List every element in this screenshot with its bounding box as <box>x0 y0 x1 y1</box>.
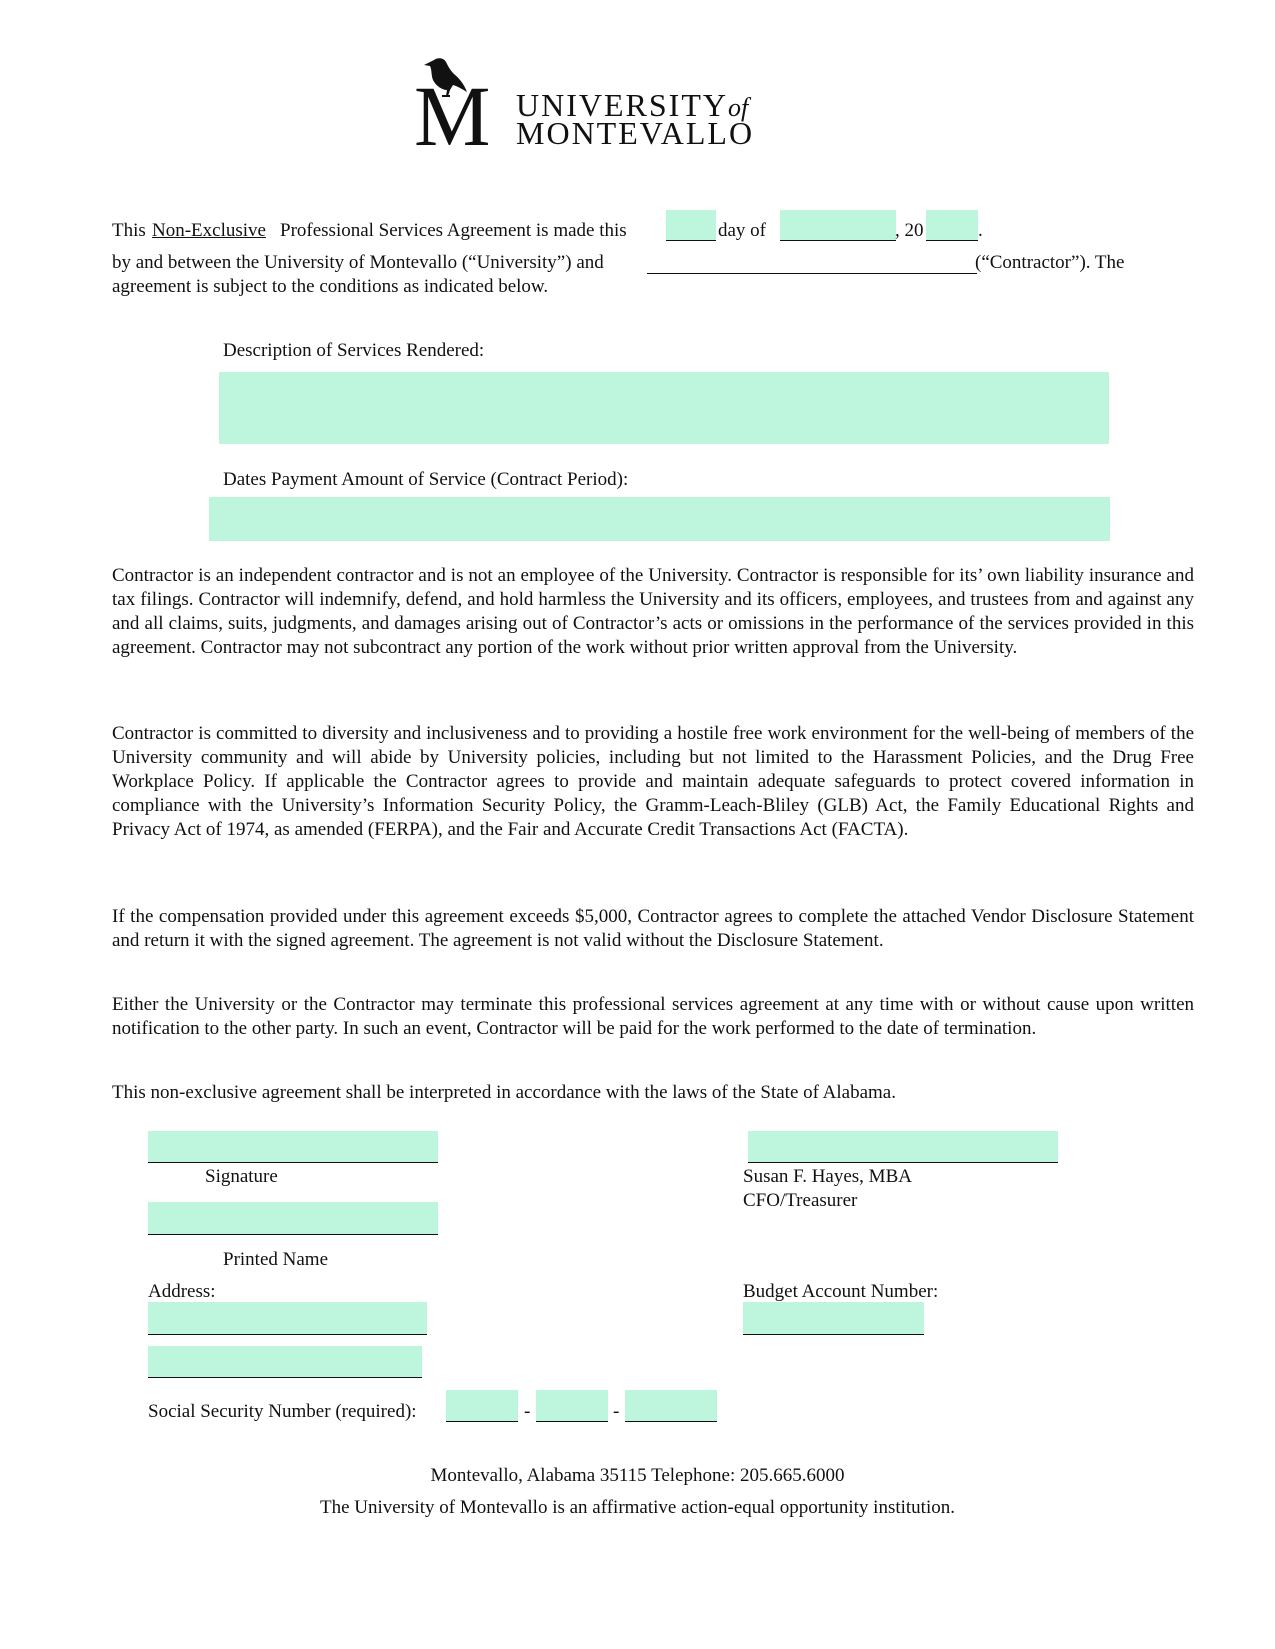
paragraph-governing-law: This non-exclusive agreement shall be interpreted in accordance with the laws of the State of Alabama. <box>112 1082 896 1103</box>
intro-made-this: Professional Services Agreement is made this <box>280 220 627 241</box>
printed-name-label: Printed Name <box>223 1249 329 1270</box>
ssn-part3-field[interactable] <box>625 1390 717 1422</box>
contractor-name-field[interactable] <box>647 247 977 274</box>
logo-monogram: M <box>414 68 491 164</box>
signature-label: Signature <box>205 1166 278 1187</box>
address-label: Address: <box>148 1281 216 1302</box>
paragraph-independent-contractor: Contractor is an independent contractor and is not an employee of the University. Contractor is responsible for its’ own liability insurance and tax filings. Contractor will indemnify, defend, and hold harmless the University and its officers, employees, and trustees from and against any and all claims, suits, judgments, and damages arising out of Contractor’s acts or omissions in the performance of the services provided in this agreement. Contractor may not subcontract any portion of the work without prior written approval from the University. <box>112 565 1194 658</box>
intro-contractor: (“Contractor”). The <box>975 252 1125 273</box>
budget-account-label: Budget Account Number: <box>743 1281 939 1302</box>
intro-this: This <box>112 220 146 241</box>
description-label: Description of Services Rendered: <box>223 340 485 361</box>
paragraph-compensation: If the compensation provided under this agreement exceeds $5,000, Contractor agrees to complete the attached Vendor Disclosure Statement and return it with the signed agreement. The agreement is not valid without the Disclosure Statement. <box>112 906 1194 951</box>
intro-line3: agreement is subject to the conditions as indicated below. <box>112 276 549 297</box>
university-signature-field[interactable] <box>748 1131 1058 1163</box>
paragraph-termination: Either the University or the Contractor may terminate this professional services agreement at any time with or without cause upon written notification to the other party. In such an event, Contractor will be paid for the work performed to the date of termination. <box>112 994 1194 1039</box>
ssn-part2-field[interactable] <box>536 1390 608 1422</box>
description-field[interactable] <box>219 372 1109 444</box>
day-field[interactable] <box>666 210 716 241</box>
ssn-dash-1: - <box>524 1401 531 1422</box>
intro-by-between: by and between the University of Montevallo (“University”) and <box>112 252 604 273</box>
logo-of: of <box>727 93 749 122</box>
dates-payment-field[interactable] <box>209 497 1110 541</box>
ssn-label: Social Security Number (required): <box>148 1401 417 1422</box>
footer-address: Montevallo, Alabama 35115 Telephone: 205.665.6000 <box>430 1465 845 1486</box>
ssn-dash-2: - <box>613 1401 620 1422</box>
address-line2-field[interactable] <box>148 1346 422 1378</box>
intro-non-exclusive: Non-Exclusive <box>152 220 266 241</box>
printed-name-field[interactable] <box>148 1202 438 1235</box>
footer-eeo-statement: The University of Montevallo is an affirmative action-equal opportunity institution. <box>320 1497 955 1518</box>
logo-line1: UNIVERSITY <box>516 87 728 123</box>
cfo-name: Susan F. Hayes, MBA <box>743 1166 912 1187</box>
contractor-signature-field[interactable] <box>148 1131 438 1163</box>
ssn-part1-field[interactable] <box>446 1390 518 1422</box>
year-field[interactable] <box>926 210 978 241</box>
dates-label: Dates Payment Amount of Service (Contract Period): <box>223 469 629 490</box>
budget-account-field[interactable] <box>743 1302 924 1335</box>
paragraph-diversity: Contractor is committed to diversity and inclusiveness and to providing a hostile free work environment for the well-being of members of the University community and will abide by University policies, including but not limited to the Harassment Policies, and the Drug Free Workplace Policy. If applicable the Contractor agrees to provide and maintain adequate safeguards to protect covered information in compliance with the University’s Information Security Policy, the Gramm-Leach-Bliley (GLB) Act, the Family Educational Rights and Privacy Act of 1974, as amended (FERPA), and the Fair and Accurate Credit Transactions Act (FACTA). <box>112 723 1194 840</box>
cfo-title: CFO/Treasurer <box>743 1190 858 1211</box>
intro-day-of: day of <box>718 220 767 241</box>
logo-montevallo-text: MONTEVALLO <box>516 115 755 151</box>
month-field[interactable] <box>780 210 896 241</box>
intro-comma-20: , 20 <box>895 220 924 241</box>
address-line1-field[interactable] <box>148 1302 427 1335</box>
intro-period: . <box>978 220 983 241</box>
